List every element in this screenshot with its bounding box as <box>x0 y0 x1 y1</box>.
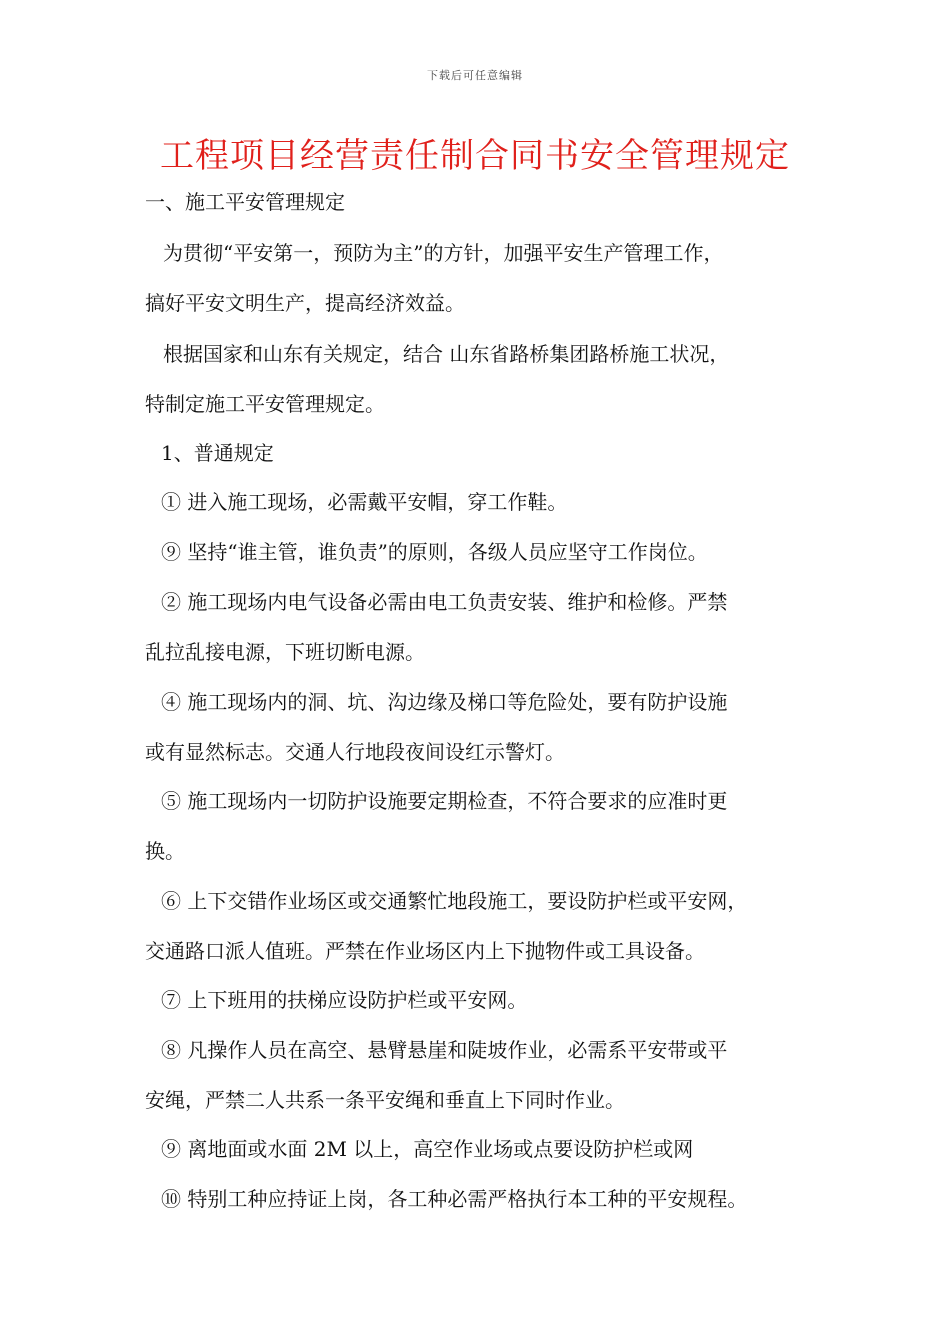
section-heading: 一、施工平安管理规定 <box>145 190 345 214</box>
paragraph-line: 搞好平安文明生产，提高经济效益。 <box>145 291 465 315</box>
list-item: ② 施工现场内电气设备必需由电工负责安装、维护和检修。严禁 <box>161 590 728 614</box>
list-item-continuation: 安绳，严禁二人共系一条平安绳和垂直上下同时作业。 <box>145 1088 625 1112</box>
list-item-continuation: 交通路口派人值班。严禁在作业场区内上下抛物件或工具设备。 <box>145 939 705 963</box>
header-note: 下载后可任意编辑 <box>427 69 523 82</box>
subsection-heading: 1、普通规定 <box>161 441 274 465</box>
list-item: ⑤ 施工现场内一切防护设施要定期检查，不符合要求的应准时更 <box>161 789 728 813</box>
list-item: ① 进入施工现场，必需戴平安帽，穿工作鞋。 <box>161 490 568 514</box>
list-item: ⑩ 特别工种应持证上岗，各工种必需严格执行本工种的平安规程。 <box>161 1187 748 1211</box>
list-item-continuation: 或有显然标志。交通人行地段夜间设红示警灯。 <box>145 740 565 764</box>
list-item-continuation: 乱拉乱接电源，下班切断电源。 <box>145 640 425 664</box>
document-title: 工程项目经营责任制合同书安全管理规定 <box>160 136 790 176</box>
paragraph-line: 特制定施工平安管理规定。 <box>145 392 385 416</box>
list-item: ⑨ 离地面或水面 2M 以上，高空作业场或点要设防护栏或网 <box>161 1137 694 1161</box>
list-item: ⑦ 上下班用的扶梯应设防护栏或平安网。 <box>161 988 528 1012</box>
paragraph-line: 根据国家和山东有关规定，结合 山东省路桥集团路桥施工状况， <box>163 342 730 366</box>
list-item: ⑥ 上下交错作业场区或交通繁忙地段施工，要设防护栏或平安网， <box>161 889 748 913</box>
list-item: ④ 施工现场内的洞、坑、沟边缘及梯口等危险处，要有防护设施 <box>161 690 728 714</box>
list-item-continuation: 换。 <box>145 839 185 863</box>
paragraph-line: 为贯彻“平安第一，预防为主”的方针，加强平安生产管理工作， <box>163 241 724 265</box>
list-item: ⑨ 坚持“谁主管，谁负责”的原则，各级人员应坚守工作岗位。 <box>161 540 708 564</box>
list-item: ⑧ 凡操作人员在高空、悬臂悬崖和陡坡作业，必需系平安带或平 <box>161 1038 728 1062</box>
